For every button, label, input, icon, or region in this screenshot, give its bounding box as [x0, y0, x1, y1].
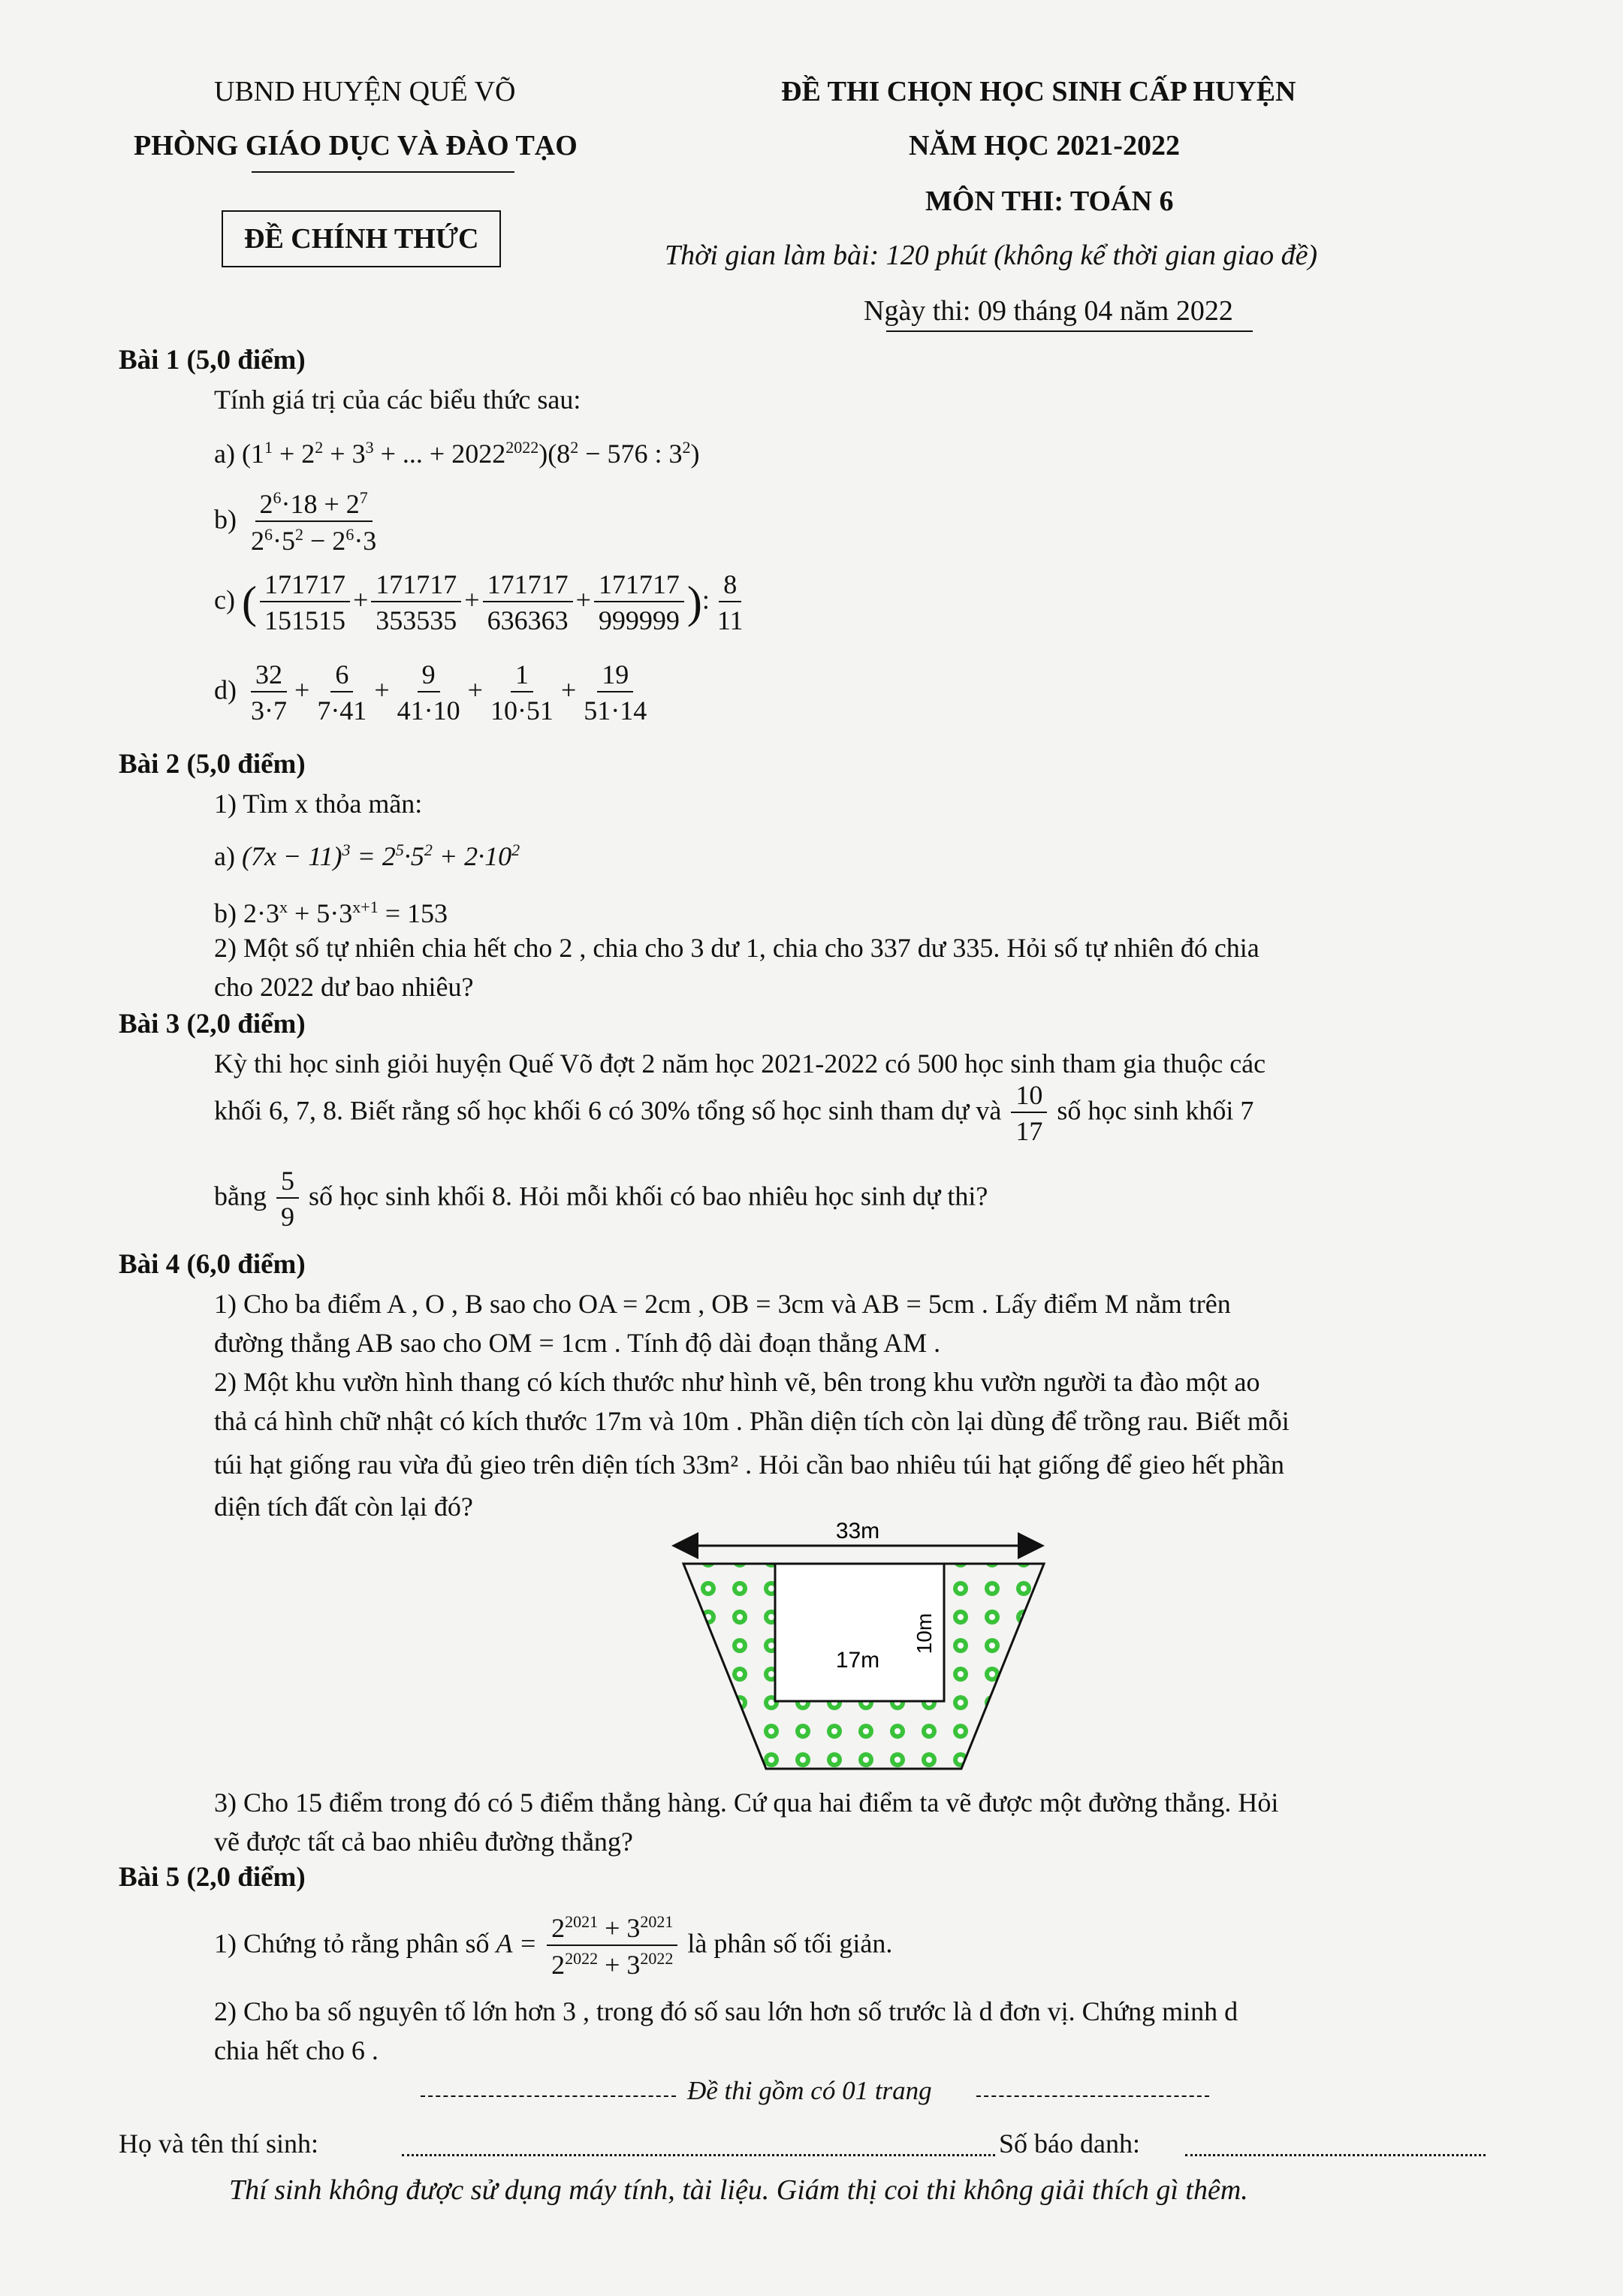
bai1-a [214, 430, 700, 472]
bai3-frac-10-17: $\frac{10}{17}$ [1011, 1082, 1047, 1145]
bai1-intro: Tính giá trị của các biểu thức sau: [214, 385, 581, 415]
bai3-line3 [214, 1167, 988, 1230]
bai4-p2-line3: túi hạt giống rau vừa đủ gieo trên diện tích 33m² . Hỏi cần bao nhiêu túi hạt giống để gieo hết phần [214, 1450, 1284, 1480]
sbd-label: Số báo danh: [999, 2129, 1140, 2159]
official-stamp: ĐỀ CHÍNH THỨC [222, 210, 501, 267]
bai2-p1: 1) Tìm x thỏa mãn: [214, 789, 423, 819]
school-year: NĂM HỌC 2021-2022 [909, 130, 1180, 161]
bai2-p2-line1: 2) Một số tự nhiên chia hết cho 2 , chia cho 3 dư 1, chia cho 337 dư 335. Hỏi số tự nhiên đó chia [214, 933, 1259, 963]
bai3-line2-b: số học sinh khối 7 [1057, 1095, 1254, 1126]
bai4-title: Bài 4 (6,0 điểm) [119, 1249, 306, 1280]
bai3-line2-a: khối 6, 7, 8. Biết rằng số học khối 6 có 30% tổng số học sinh tham dự và [214, 1095, 1002, 1126]
bai2-b-label: b) [214, 898, 237, 928]
bai4-p1-line2: đường thẳng AB sao cho OM = 1cm . Tính độ dài đoạn thẳng AM . [214, 1328, 941, 1358]
name-label: Họ và tên thí sinh: [119, 2129, 318, 2159]
bai3-line2 [214, 1082, 1253, 1145]
bai1-d: d) $\frac{32}{3\cdot 7}$ + $\frac{6}{7\cdot 41}$ + $\frac{9}{41\cdot 10}$ + $\frac{1}{10\cdot 51}$ + $\frac{19}{51\cdot 14}$ [214, 659, 647, 726]
name-dots [402, 2154, 995, 2156]
bai5-p2-line2: chia hết cho 6 . [214, 2035, 379, 2065]
exam-date: Ngày thi: 09 tháng 04 năm 2022 [864, 295, 1233, 327]
bai4-p2-line1: 2) Một khu vườn hình thang có kích thước như hình vẽ, bên trong khu vườn người ta đào một ao [214, 1367, 1260, 1397]
garden-figure [661, 1517, 1066, 1780]
bai3-line3-a: bằng [214, 1181, 267, 1211]
bai5-p1: 1) Chứng tỏ rằng phân số A = $\frac{2^{2021} + 3^{2021}}{2^{2022} + 3^{2022}}$ là phân số tối giản. [214, 1912, 893, 1980]
dash-right [976, 2095, 1209, 2097]
sbd-dots [1185, 2154, 1486, 2156]
bai1-b-label: b) [214, 504, 237, 535]
bai1-a-label: a) [214, 439, 235, 469]
time-note: Thời gian làm bài: 120 phút (không kể thời gian giao đề) [665, 240, 1318, 271]
footer-note: Thí sinh không được sử dụng máy tính, tài liệu. Giám thị coi thi không giải thích gì thêm. [229, 2174, 1248, 2206]
bai1-b [214, 490, 384, 554]
bai1-c-label: c) [214, 584, 235, 615]
bai2-title: Bài 2 (5,0 điểm) [119, 749, 306, 780]
issuer-line1: UBND HUYỆN QUẾ VÕ [214, 76, 516, 107]
issuer-line2: PHÒNG GIÁO DỤC VÀ ĐÀO TẠO [134, 130, 578, 161]
exam-title: ĐỀ THI CHỌN HỌC SINH CẤP HUYỆN [781, 76, 1296, 107]
bai1-title: Bài 1 (5,0 điểm) [119, 345, 306, 376]
bai3-frac-5-9: $\frac{5}{9}$ [276, 1167, 299, 1230]
issuer-underline [252, 171, 514, 173]
bai5-fraction-A: $\frac{2^{2021} + 3^{2021}}{2^{2022} + 3^{2022}}$ [547, 1914, 677, 1978]
dash-left [421, 2095, 676, 2097]
bai5-title: Bài 5 (2,0 điểm) [119, 1862, 306, 1893]
bai4-p2-line2: thả cá hình chữ nhật có kích thước 17m và 10m . Phần diện tích còn lại dùng để trồng rau. Biết mỗi [214, 1406, 1290, 1436]
bai4-p2-line4: diện tích đất còn lại đó? [214, 1492, 473, 1522]
bai3-title: Bài 3 (2,0 điểm) [119, 1009, 306, 1039]
label-10m: 10m [913, 1613, 936, 1655]
bai2-b: b) $2\cdot 3^x + 5\cdot 3^{x+1} = 153$ [214, 898, 448, 928]
date-underline [886, 330, 1253, 332]
bai2-a: a) $(7x - 11)^3 = 2^5\cdot 5^2 + 2\cdot 10^2$ [214, 840, 520, 871]
bai5-p1-b: là phân số tối giản. [687, 1928, 893, 1959]
bai1-d-label: d) [214, 674, 237, 705]
bai2-p2-line2: cho 2022 dư bao nhiêu? [214, 972, 474, 1002]
bai1-c: c) ( $\frac{171717}{151515}$ + $\frac{171717}{353535}$ + $\frac{171717}{636363}$ + $\frac{171717}{999999}$ ): $\frac{8}{11}$ [214, 569, 744, 635]
bai5-p2-line1: 2) Cho ba số nguyên tố lớn hơn 3 , trong đó số sau lớn hơn số trước là d đơn vị. Chứng minh d [214, 1996, 1238, 2026]
bai5-p1-a: 1) Chứng tỏ rằng phân số [214, 1928, 490, 1959]
bai3-line1: Kỳ thi học sinh giỏi huyện Quế Võ đợt 2 năm học 2021-2022 có 500 học sinh tham gia thuộc các [214, 1048, 1266, 1079]
bai4-p3-line1: 3) Cho 15 điểm trong đó có 5 điểm thẳng hàng. Cứ qua hai điểm ta vẽ được một đường thẳng. Hỏi [214, 1788, 1279, 1818]
bai2-a-label: a) [214, 841, 235, 871]
bai4-p3-line2: vẽ được tất cả bao nhiêu đường thẳng? [214, 1827, 633, 1857]
pages-note: Đề thi gồm có 01 trang [687, 2076, 932, 2105]
bai1-b-fraction: $\frac{2^6\cdot 18 + 2^7}{2^6\cdot 5^2 - 2^6\cdot 3}$ [251, 488, 377, 556]
bai4-p1-line1: 1) Cho ba điểm A , O , B sao cho OA = 2cm , OB = 3cm và AB = 5cm . Lấy điểm M nằm trên [214, 1289, 1231, 1319]
label-33m: 33m [835, 1519, 880, 1543]
label-17m: 17m [835, 1648, 880, 1673]
bai3-line3-b: số học sinh khối 8. Hỏi mỗi khối có bao nhiêu học sinh dự thi? [308, 1181, 988, 1211]
subject: MÔN THI: TOÁN 6 [925, 186, 1174, 217]
bai1-a-expr: ($1^1 + 2^2 + 3^3$ + ... + $2022^{2022})(8^2 - 576$ : $3^2$) [241, 438, 700, 469]
